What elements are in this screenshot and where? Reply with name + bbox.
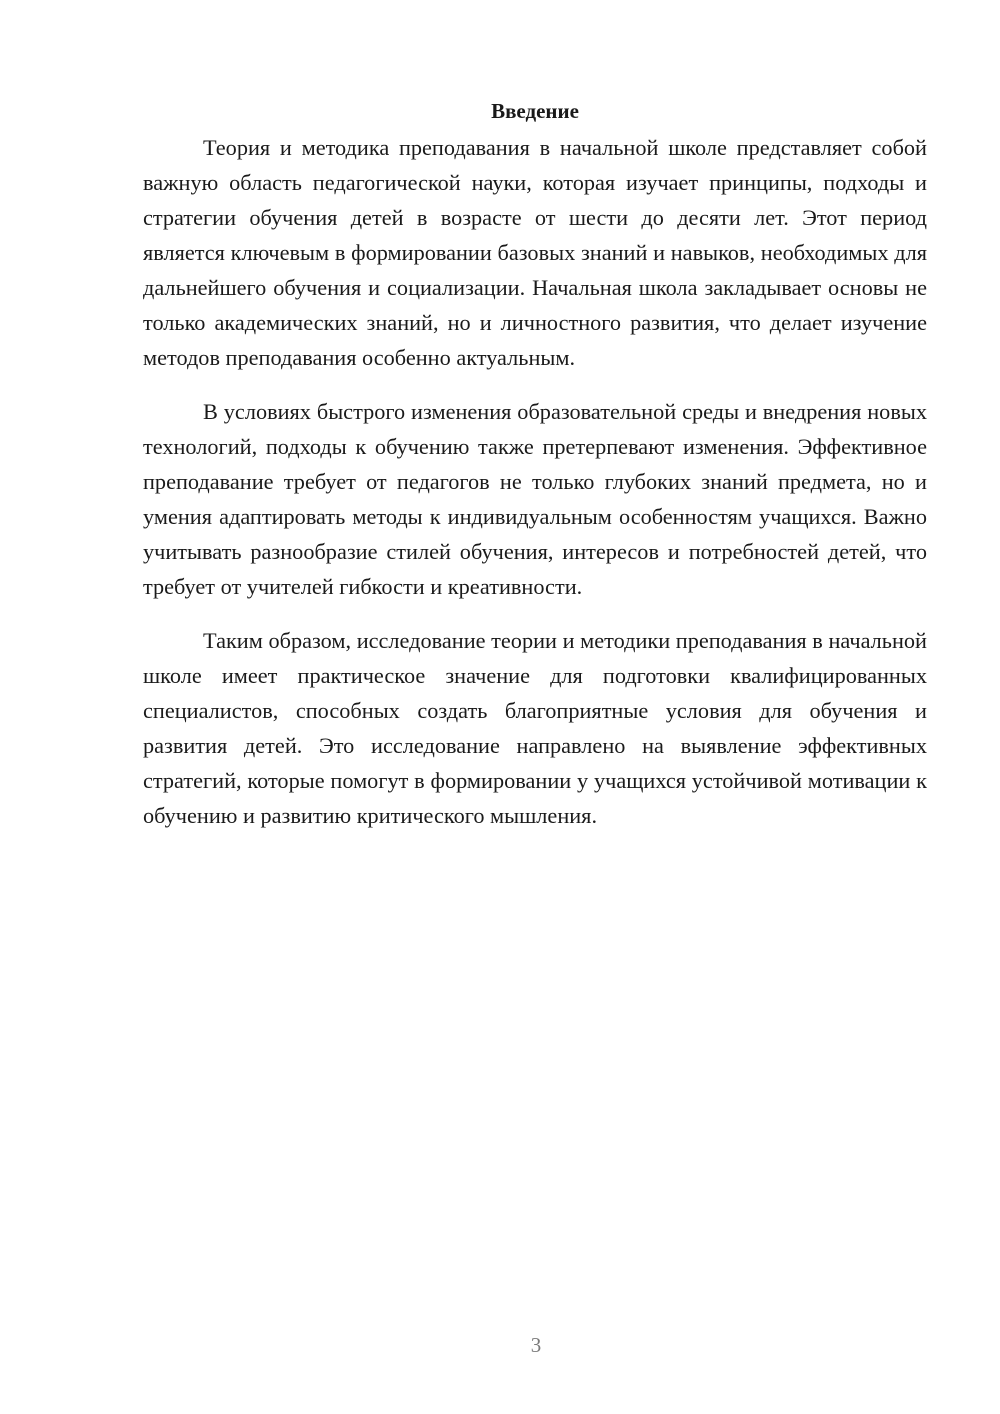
paragraph-3: Таким образом, исследование теории и методики преподавания в начальной школе имеет практическое значение для подготовки квалифицированных специалистов, способных создать благоприятные условия для обучения и развития детей. Это исследование направлено на выявление эффективных стратегий, которые помогут в формировании у учащихся устойчивой мотивации к обучению и развитию критического мышления. (143, 628, 927, 828)
paragraph-1: Теория и методика преподавания в начальной школе представляет собой важную область педагогической науки, которая изучает принципы, подходы и стратегии обучения детей в возрасте от шести до десяти лет. Этот период является ключевым в формировании базовых знаний и навыков, необходимых для дальнейшего обучения и социализации. Начальная школа закладывает основы не только академических знаний, но и личностного развития, что делает изучение методов преподавания особенно актуальным. (143, 135, 927, 370)
paragraph-2: В условиях быстрого изменения образовательной среды и внедрения новых технологий, подходы к обучению также претерпевают изменения. Эффективное преподавание требует от педагогов не только глубоких знаний предмета, но и умения адаптировать методы к индивидуальным особенностям учащихся. Важно учитывать разнообразие стилей обучения, интересов и потребностей детей, что требует от учителей гибкости и креативности. (143, 399, 927, 599)
page-number: 3 (530, 1333, 542, 1357)
page-content (143, 96, 927, 852)
section-heading: Введение (491, 99, 579, 123)
